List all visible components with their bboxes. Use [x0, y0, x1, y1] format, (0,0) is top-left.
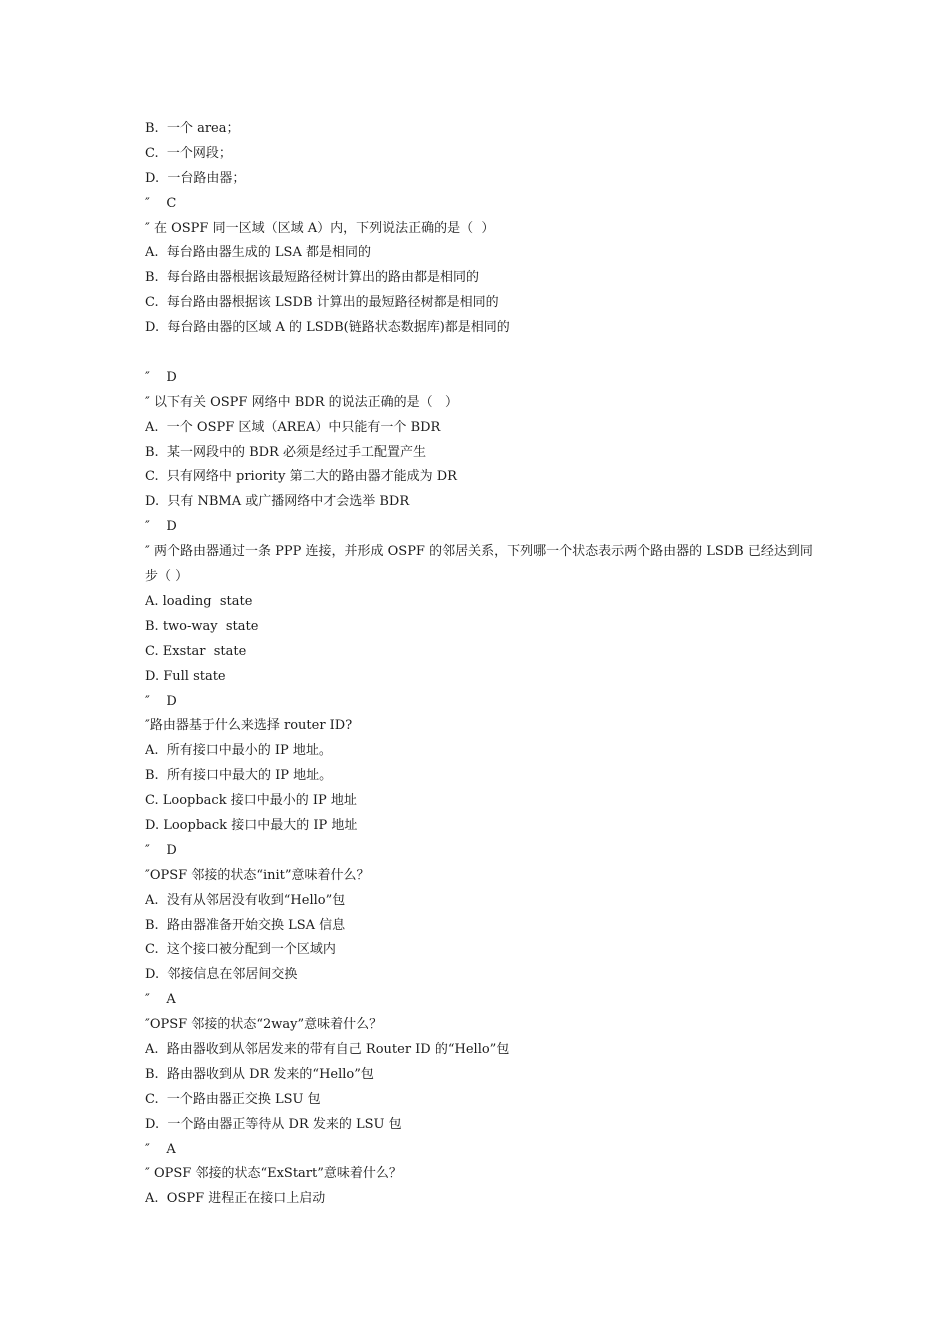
- q2-option-a: A. 每台路由器生成的 LSA 都是相同的: [145, 245, 371, 261]
- q2-option-c: C. 每台路由器根据该 LSDB 计算出的最短路径树都是相同的: [145, 295, 499, 311]
- q4-option-c: C. Exstar state: [145, 643, 247, 659]
- question-exstart-state: ″ OPSF 邻接的状态“ExStart”意味着什么？: [145, 1166, 402, 1182]
- answer-2: ″ D: [145, 369, 177, 385]
- blank-line: [145, 341, 825, 366]
- question-ppp-lsdb: ″ 两个路由器通过一条 PPP 连接，并形成 OSPF 的邻居关系，下列哪一个状态表示两个路由器的 LSDB 已经达到同步（ ）: [145, 544, 813, 585]
- q5-option-a: A. 所有接口中最小的 IP 地址。: [145, 743, 332, 759]
- q3-option-a: A. 一个 OSPF 区域（AREA）中只能有一个 BDR: [145, 419, 441, 435]
- q6-option-b: B. 路由器准备开始交换 LSA 信息: [145, 917, 346, 933]
- document-body: [145, 117, 825, 1212]
- answer-5: ″ D: [145, 842, 177, 858]
- q3-option-b: B. 某一网段中的 BDR 必须是经过手工配置产生: [145, 444, 426, 460]
- q8-option-a: A. OSPF 进程正在接口上启动: [145, 1191, 326, 1207]
- question-2way-state: ″OPSF 邻接的状态“2way”意味着什么？: [145, 1017, 383, 1033]
- answer-3: ″ D: [145, 519, 177, 535]
- q6-option-c: C. 这个接口被分配到一个区域内: [145, 942, 336, 958]
- option-d-router: D. 一台路由器；: [145, 170, 246, 186]
- q2-option-d: D. 每台路由器的区域 A 的 LSDB(链路状态数据库)都是相同的: [145, 320, 510, 336]
- q6-option-a: A. 没有从邻居没有收到“Hello”包: [145, 892, 346, 908]
- question-init-state: ″OPSF 邻接的状态“init”意味着什么？: [145, 867, 370, 883]
- answer-1: ″ C: [145, 195, 177, 211]
- q7-option-b: B. 路由器收到从 DR 发来的“Hello”包: [145, 1066, 374, 1082]
- q5-option-d: D. Loopback 接口中最大的 IP 地址: [145, 817, 358, 833]
- option-c-segment: C. 一个网段；: [145, 145, 232, 161]
- question-router-id: ″路由器基于什么来选择 router ID?: [145, 718, 353, 734]
- q7-option-c: C. 一个路由器正交换 LSU 包: [145, 1091, 321, 1107]
- question-ospf-area: ″ 在 OSPF 同一区域（区域 A）内，下列说法正确的是（ ）: [145, 220, 495, 236]
- q4-option-a: A. loading state: [145, 593, 253, 609]
- q2-option-b: B. 每台路由器根据该最短路径树计算出的路由都是相同的: [145, 270, 479, 286]
- q7-option-a: A. 路由器收到从邻居发来的带有自己 Router ID 的“Hello”包: [145, 1041, 510, 1057]
- answer-6: ″ A: [145, 992, 176, 1008]
- q7-option-d: D. 一个路由器正等待从 DR 发来的 LSU 包: [145, 1116, 402, 1132]
- q5-option-c: C. Loopback 接口中最小的 IP 地址: [145, 793, 357, 809]
- q4-option-d: D. Full state: [145, 668, 226, 684]
- option-b-area: B. 一个 area；: [145, 121, 240, 136]
- question-bdr: ″ 以下有关 OSPF 网络中 BDR 的说法正确的是（ ）: [145, 394, 459, 410]
- q6-option-d: D. 邻接信息在邻居间交换: [145, 967, 298, 983]
- q3-option-c: C. 只有网络中 priority 第二大的路由器才能成为 DR: [145, 469, 457, 485]
- q5-option-b: B. 所有接口中最大的 IP 地址。: [145, 768, 333, 784]
- answer-4: ″ D: [145, 693, 177, 709]
- q4-option-b: B. two-way state: [145, 618, 259, 634]
- q3-option-d: D. 只有 NBMA 或广播网络中才会选举 BDR: [145, 494, 410, 510]
- answer-7: ″ A: [145, 1141, 176, 1157]
